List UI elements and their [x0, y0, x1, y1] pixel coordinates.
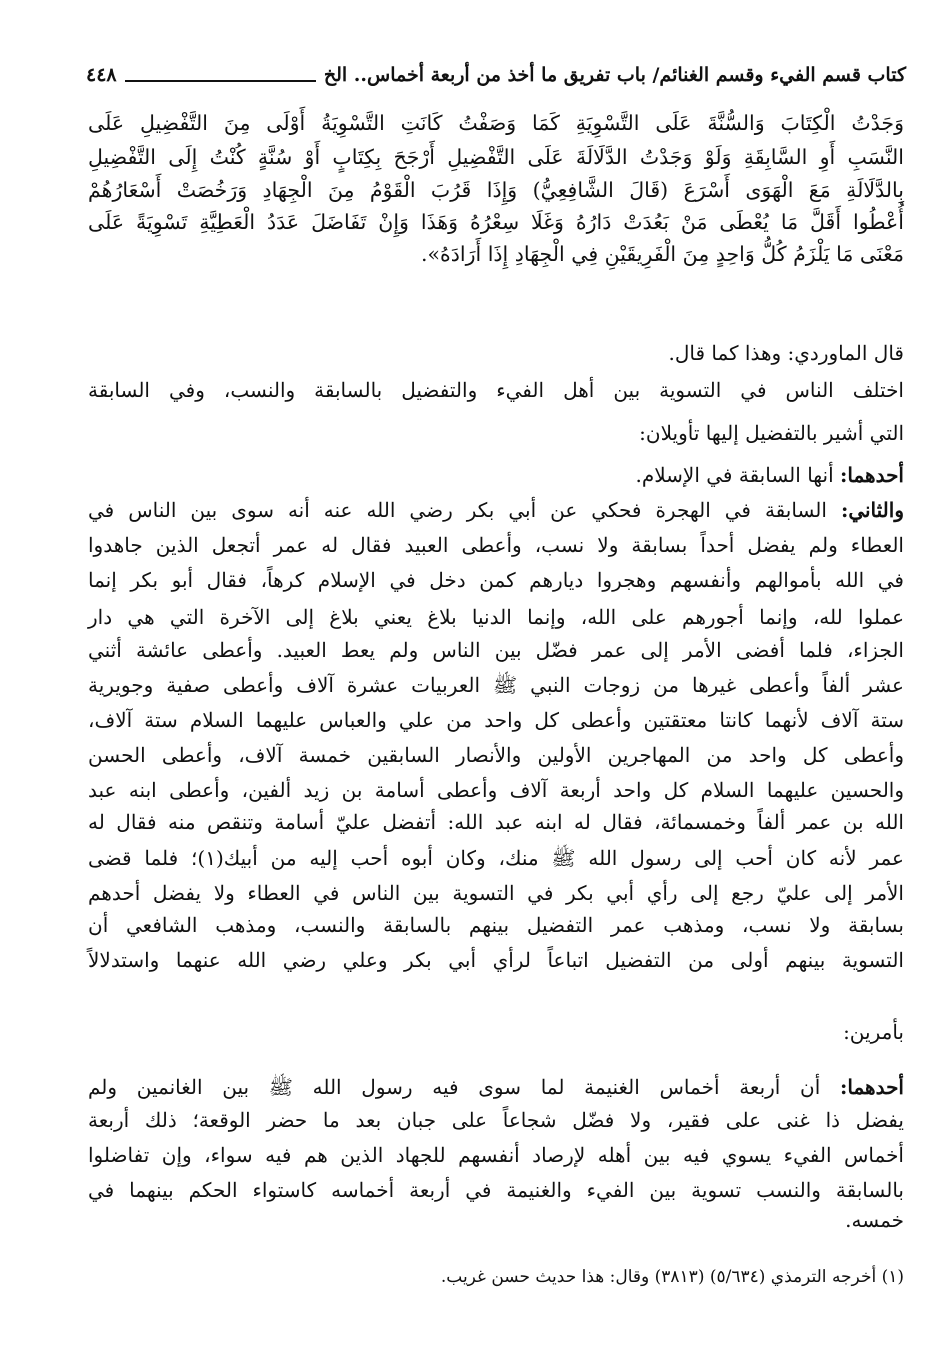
line-text: ستة آلاف لأنهما كانتا معتقتين وأعطى كل واحد من علي والعباس عليهما السلام ستة آلاف، — [88, 708, 904, 732]
line-text: الجزاء، فلما أفضى الأمر إلى عمر فضّل بين الناس ولم يعط العبيد. وأعطى عائشة أثني — [88, 638, 904, 662]
mawardi-line — [88, 336, 904, 370]
footnote: (١) أخرجه الترمذي (٥/٦٣٤) (٣٨١٣) وقال: هذا حديث حسن غريب. — [440, 1267, 904, 1287]
line-text: الأمر إلى عليّ رجع إلى رأي أبي بكر في التسوية بين الناس في العطاء ولا يفضل أحدهم — [88, 881, 904, 905]
header-rule — [125, 80, 316, 82]
paragraph-line — [88, 600, 904, 634]
page-number: ٤٤٨ — [86, 64, 117, 86]
paragraph-line — [88, 668, 904, 702]
line-text: في الله بأموالهم وأنفسهم وهجروا ديارهم كمن دخل في الإسلام كرهاً، فقال أبو بكر إنما — [88, 568, 904, 592]
line-text: الله بن عمر ألفاً وخمسمائة، فقال له ابنه عبد الله: أتفضل عليّ أسامة وتنقص منه فقال له — [88, 810, 904, 834]
line-text: بسابقة ولا نسب، ومذهب عمر التفضيل بينهم بالسابقة والنسب، ومذهب الشافعي أن — [88, 913, 904, 937]
first-interpretation-line — [88, 458, 904, 492]
line-text: مَعْنَى مَا يَلْزَمُ كُلُّ وَاحِدٍ مِنَ الْفَرِيقَيْنِ فِي الْجِهَادِ إِذَا أَرَادَهُ». — [420, 242, 904, 266]
line-text: وَجَدْتُ الْكِتَابَ وَالسُّنَّةَ عَلَى التَّسْوِيَةِ كَمَا وَصَفْتُ كَانَتِ التَّسْوِيَةُ أَوْلَى مِنَ التَّفْضِيلِ عَلَى — [88, 111, 904, 135]
paragraph-line — [88, 943, 904, 977]
line-text: عشر ألفاً وأعطى غيرها من زوجات النبي ﷺ العربيات عشرة آلاف وأعطى صفية وجويرية — [88, 673, 904, 697]
paragraph-line — [88, 738, 904, 772]
line-text: بالسابقة والنسب تسوية بين الفيء والغنيمة في أربعة أخماسه كاستواء الحكم بينهما في — [88, 1178, 904, 1202]
line-text: السابقة في الهجرة فحكي عن أبي بكر رضي الله عنه أنه سوى بين الناس في — [88, 498, 841, 522]
paragraph-line — [88, 1070, 904, 1104]
header-title: كتاب قسم الفيء وقسم الغنائم/ باب تفريق ما أخذ من أربعة أخماس.. الخ — [323, 64, 906, 86]
paragraph-line — [88, 416, 904, 450]
line-text: أخماس الفيء يسوي فيه بين أهله لإرصاد أنفسهم للجهاد الذين هم فيه سواء، وإن تفاضلوا — [88, 1143, 904, 1167]
line-text: أن أربعة أخماس الغنيمة لما سوى فيه رسول الله ﷺ بين الغانمين ولم — [88, 1075, 840, 1099]
quote-line — [88, 205, 904, 239]
line-text: يفضل ذا غنى على فقير، ولا فضّل شجاعاً على جبان بعد ما حضر الوقعة؛ ذلك أربعة — [88, 1108, 904, 1132]
paragraph-line — [88, 773, 904, 807]
line-text: بِالدَّلَالَةِ مَعَ الْهَوَى أَسْرَعَ (قَالَ الشَّافِعِيُّ) وَإِذَا قَرُبَ الْقَوْمُ مِنَ الْجِهَادِ وَرَخُصَتْ أَسْعَارُهُمْ — [88, 178, 904, 202]
line-text: خمسه. — [845, 1208, 904, 1232]
line-text: والحسين عليهما السلام كل واحد أربعة آلاف وأعطى أسامة بن زيد ألفين، وأعطى ابنه عبد — [88, 778, 904, 802]
paragraph-line — [88, 805, 904, 839]
line-text: أنها السابقة في الإسلام. — [635, 463, 840, 487]
line-text: أُعْطُوا أَقَلَّ مَا يُعْطَى مَنْ بَعُدَتْ دَارُهُ وَغَلَا سِعْرُهُ وَهَذَا وَإِنْ تَفَاضَلَ عَدَدُ الْعَطِيَّةِ تَسْوِيَةً عَلَى — [88, 210, 904, 234]
line-text: اختلف الناس في التسوية بين أهل الفيء والتفضيل بالسابقة والنسب، وفي السابقة — [88, 378, 904, 402]
paragraph-line — [88, 1103, 904, 1137]
line-text: بأمرين: — [843, 1020, 904, 1044]
quote-line — [88, 173, 904, 207]
line-text: عملوا لله، وإنما أجورهم على الله، وإنما الدنيا بلاغ يعني بلاغ إلى الآخرة التي هي دار — [88, 605, 904, 629]
paragraph-line — [88, 1015, 904, 1049]
line-text: عمر لأنه كان أحب إلى رسول الله ﷺ منك، وكان أبوه أحب إليه من أبيك(١)؛ فلما قضى — [88, 846, 904, 870]
line-text: التي أشير بالتفضيل إليها تأويلان: — [639, 421, 904, 445]
paragraph-line — [88, 1138, 904, 1172]
lead-word: أحدهما: — [839, 463, 904, 487]
line-text: النَّسَبِ أَوِ السَّابِقَةِ وَلَوْ وَجَدْتُ الدَّلَالَةَ عَلَى التَّفْضِيلِ أَرْجَحَ بِكِتَابٍ أَوْ سُنَّةٍ كُنْتُ إِلَى التَّفْضِيلِ — [88, 145, 904, 169]
paragraph-line — [88, 841, 904, 875]
quote-line — [88, 237, 904, 271]
paragraph-line — [88, 493, 904, 527]
paragraph-line — [88, 373, 904, 407]
paragraph-line — [88, 703, 904, 737]
paragraph-line — [88, 876, 904, 910]
line-text: قال الماوردي: وهذا كما قال. — [668, 341, 904, 365]
quote-line — [88, 140, 904, 174]
lead-word: والثاني: — [840, 498, 904, 522]
running-header — [86, 58, 906, 92]
line-text: التسوية بينهم أولى من التفضيل اتباعاً لرأي أبي بكر وعلي رضي الله عنهما واستدلالاً — [88, 948, 904, 972]
paragraph-line — [88, 1203, 904, 1237]
line-text: العطاء ولم يفضل أحداً بسابقة ولا نسب، وأعطى العبيد فقال له عمر أتجعل الذين جاهدوا — [88, 533, 904, 557]
paragraph-line — [88, 908, 904, 942]
paragraph-line — [88, 1173, 904, 1207]
paragraph-line — [88, 563, 904, 597]
quote-line — [88, 106, 904, 140]
paragraph-line — [88, 633, 904, 667]
paragraph-line — [88, 528, 904, 562]
line-text: وأعطى كل واحد من المهاجرين الأولين والأنصار السابقين خمسة آلاف، وأعطى الحسن — [88, 743, 904, 767]
lead-word: أحدهما: — [839, 1075, 904, 1099]
